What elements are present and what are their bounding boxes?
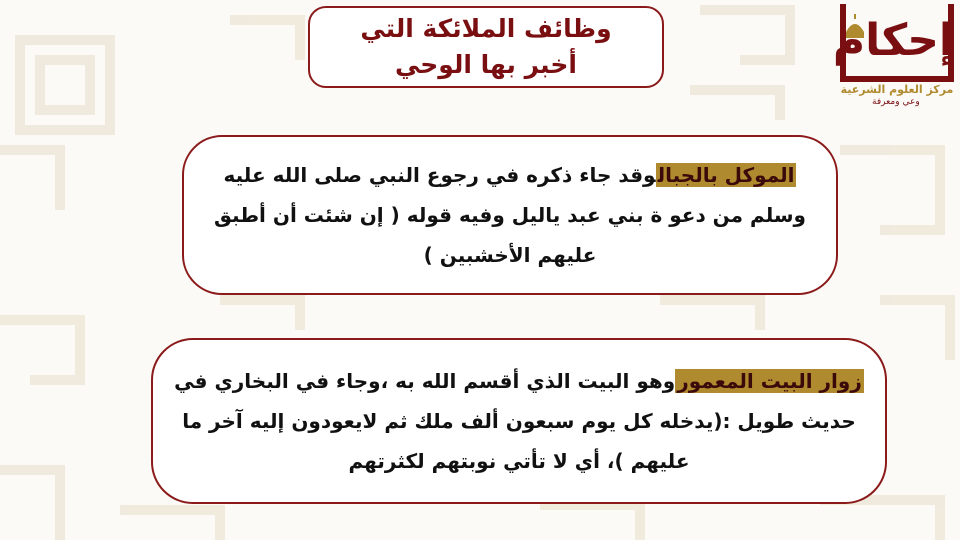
logo-tagline: وعي ومعرفة	[872, 97, 920, 107]
card-description: وقد جاء ذكره في رجوع النبي صلى الله عليه وسلم من دعو ة بني عبد ياليل وفيه قوله ( إن شئت أن أطبق عليهم الأخشبين )	[214, 163, 806, 267]
card-body	[210, 155, 810, 275]
highlight-term: الموكل بالجبال	[657, 163, 795, 187]
card-body	[174, 361, 864, 481]
logo	[832, 2, 958, 108]
logo-name: إحكام	[832, 15, 954, 66]
page-title: وظائف الملائكة التي أخبر بها الوحي	[360, 14, 612, 79]
title-box	[308, 6, 664, 88]
card-mountain-angel	[182, 135, 838, 295]
highlight-term: زوار البيت المعمور	[677, 369, 862, 393]
card-bayt-mamur	[151, 338, 887, 504]
logo-subtitle: مركز العلوم الشرعية	[840, 83, 954, 96]
card-description: وهو البيت الذي أقسم الله به ،وجاء في البخاري في حديث طويل :(يدخله كل يوم سبعون ألف ملك ثم لايعودون إليه آخر ما عليهم )، أي لا تأتي نوبتهم لكثرتهم	[174, 369, 856, 473]
